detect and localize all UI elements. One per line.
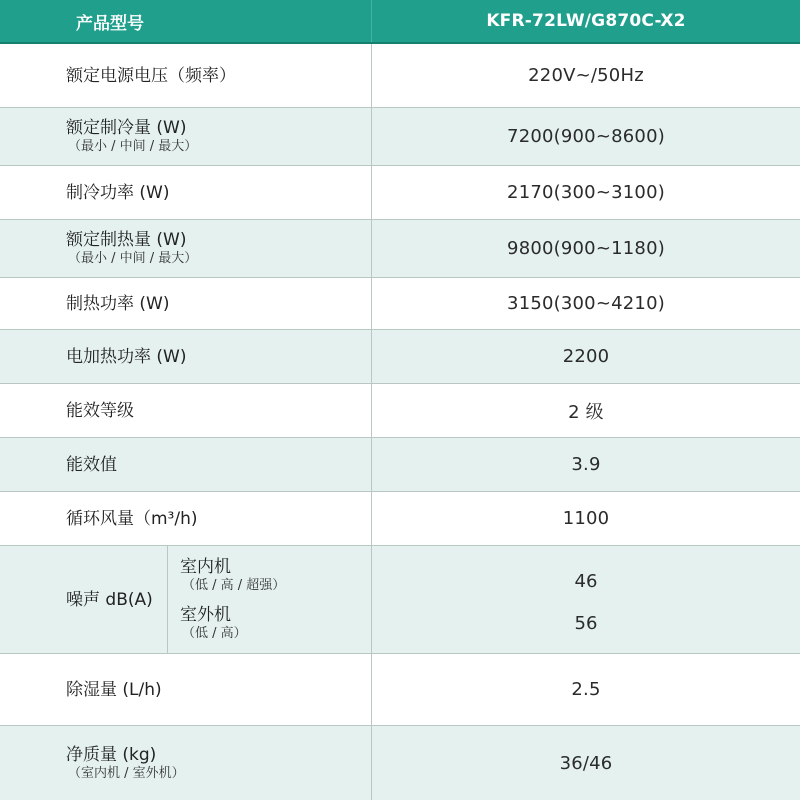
row-sublabel: （最小 / 中间 / 最大）	[68, 251, 198, 266]
row-label: 制冷功率 (W)	[66, 182, 170, 203]
noise-label: 噪声 dB(A)	[66, 589, 153, 610]
row-value: 3150(300~4210)	[507, 293, 665, 314]
row-label: 制热功率 (W)	[66, 293, 170, 314]
row-value: 2170(300~3100)	[507, 182, 665, 203]
indoor-unit-label: 室内机 （低 / 高 / 超强）	[180, 557, 286, 594]
table-row	[0, 220, 800, 278]
outdoor-noise-value: 56	[574, 613, 598, 635]
outdoor-unit-label: 室外机 （低 / 高）	[180, 604, 247, 641]
row-value: 3.9	[571, 454, 601, 475]
row-label: 额定制冷量 (W)	[66, 118, 187, 138]
row-sublabel: （最小 / 中间 / 最大）	[68, 139, 198, 154]
row-label: 能效值	[66, 454, 117, 475]
table-row	[0, 438, 800, 492]
row-label: 除湿量 (L/h)	[66, 679, 162, 700]
row-value: 1100	[562, 508, 610, 529]
row-value: 7200(900~8600)	[507, 126, 665, 147]
table-row	[0, 44, 800, 108]
model-number: KFR-72LW/G870C-X2	[486, 11, 686, 31]
table-row	[0, 108, 800, 166]
row-value: 2 级	[568, 401, 604, 423]
row-label: 能效等级	[66, 400, 134, 421]
row-label: 电加热功率 (W)	[66, 346, 187, 367]
noise-sub-labels	[168, 546, 372, 653]
row-value: 220V~/50Hz	[528, 65, 644, 86]
row-sublabel: （室内机 / 室外机）	[68, 765, 185, 781]
row-label: 循环风量（m³/h)	[66, 508, 198, 529]
table-row	[0, 492, 800, 546]
header-label: 产品型号	[76, 13, 144, 34]
row-label: 净质量 (kg)	[66, 744, 157, 765]
row-value: 9800(900~1180)	[507, 238, 665, 259]
table-row	[0, 654, 800, 726]
row-value: 2.5	[571, 679, 601, 700]
row-label: 额定电源电压（频率）	[66, 65, 236, 86]
table-row	[0, 384, 800, 438]
noise-row	[0, 546, 800, 654]
table-row	[0, 726, 800, 800]
table-row	[0, 330, 800, 384]
row-value: 36/46	[559, 752, 613, 774]
header-label-cell	[0, 0, 372, 42]
row-value: 2200	[562, 346, 610, 367]
noise-values	[372, 546, 800, 653]
indoor-noise-value: 46	[574, 570, 598, 592]
table-row	[0, 278, 800, 330]
header-row	[0, 0, 800, 44]
row-label: 额定制热量 (W)	[66, 230, 187, 250]
table-row	[0, 166, 800, 220]
